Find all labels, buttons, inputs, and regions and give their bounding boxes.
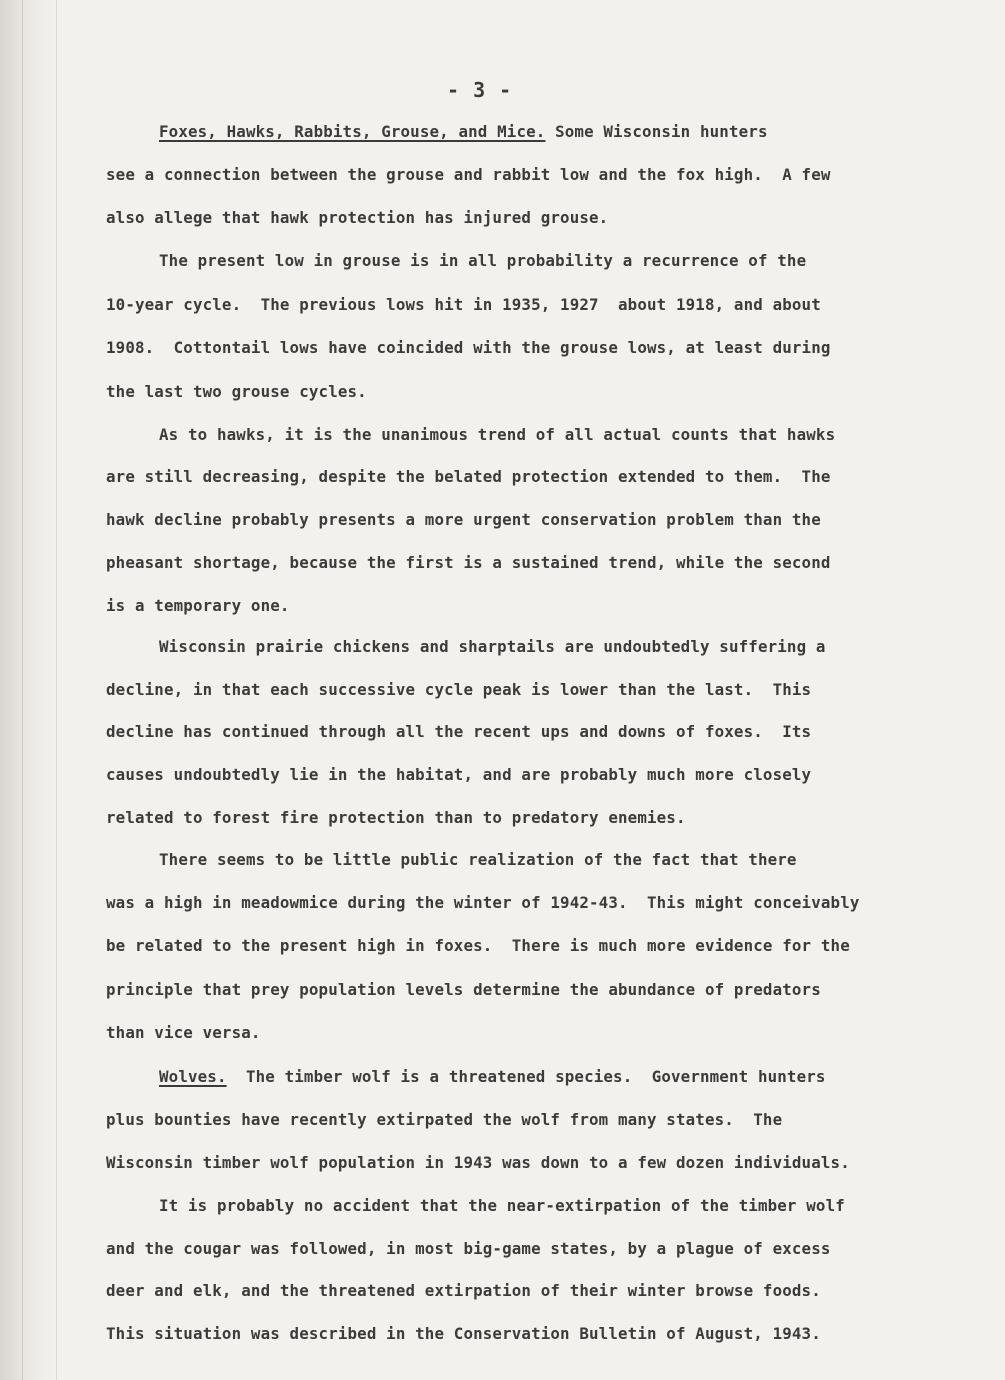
line-09: are still decreasing, despite the belated protection extended to them. The	[106, 467, 831, 486]
line-21: principle that prey population levels determine the abundance of predators	[106, 980, 821, 999]
line-08: As to hawks, it is the unanimous trend of all actual counts that hawks	[159, 425, 836, 444]
line-07: the last two grouse cycles.	[106, 382, 367, 401]
line-15: decline has continued through all the recent ups and downs of foxes. Its	[106, 722, 812, 741]
line-29: This situation was described in the Conservation Bulletin of August, 1943.	[106, 1324, 821, 1343]
line-28: deer and elk, and the threatened extirpation of their winter browse foods.	[106, 1281, 821, 1300]
line-04: The present low in grouse is in all probability a recurrence of the	[159, 251, 807, 270]
line-24: plus bounties have recently extirpated the wolf from many states. The	[106, 1110, 783, 1129]
page-number: - 3 -	[447, 78, 513, 102]
line-25: Wisconsin timber wolf population in 1943 was down to a few dozen individuals.	[106, 1153, 850, 1172]
line-11: pheasant shortage, because the first is a sustained trend, while the second	[106, 553, 831, 572]
line-13: Wisconsin prairie chickens and sharptails are undoubtedly suffering a	[159, 637, 826, 656]
line-02: see a connection between the grouse and rabbit low and the fox high. A few	[106, 165, 831, 184]
line-18: There seems to be little public realization of the fact that there	[159, 850, 797, 869]
line-19: was a high in meadowmice during the winter of 1942-43. This might conceivably	[106, 893, 860, 912]
line-17: related to forest fire protection than to predatory enemies.	[106, 808, 686, 827]
section-heading-wolves: Wolves.	[159, 1067, 227, 1086]
line-05: 10-year cycle. The previous lows hit in 1935, 1927 about 1918, and about	[106, 295, 821, 314]
line-16: causes undoubtedly lie in the habitat, and are probably much more closely	[106, 765, 812, 784]
line-12: is a temporary one.	[106, 596, 290, 615]
line-23-text: The timber wolf is a threatened species. Government hunters	[226, 1067, 826, 1086]
line-01	[159, 124, 768, 140]
line-14: decline, in that each successive cycle peak is lower than the last. This	[106, 680, 812, 699]
line-27: and the cougar was followed, in most big-game states, by a plague of excess	[106, 1239, 831, 1258]
line-26: It is probably no accident that the near-extirpation of the timber wolf	[159, 1196, 845, 1215]
line-03: also allege that hawk protection has injured grouse.	[106, 208, 609, 227]
line-01-text: Some Wisconsin hunters	[545, 122, 768, 141]
line-20: be related to the present high in foxes. There is much more evidence for the	[106, 936, 850, 955]
section-heading-foxes: Foxes, Hawks, Rabbits, Grouse, and Mice.	[159, 122, 546, 141]
line-23	[159, 1069, 826, 1085]
line-06: 1908. Cottontail lows have coincided with the grouse lows, at least during	[106, 338, 831, 357]
line-22: than vice versa.	[106, 1023, 261, 1042]
line-10: hawk decline probably presents a more urgent conservation problem than the	[106, 510, 821, 529]
